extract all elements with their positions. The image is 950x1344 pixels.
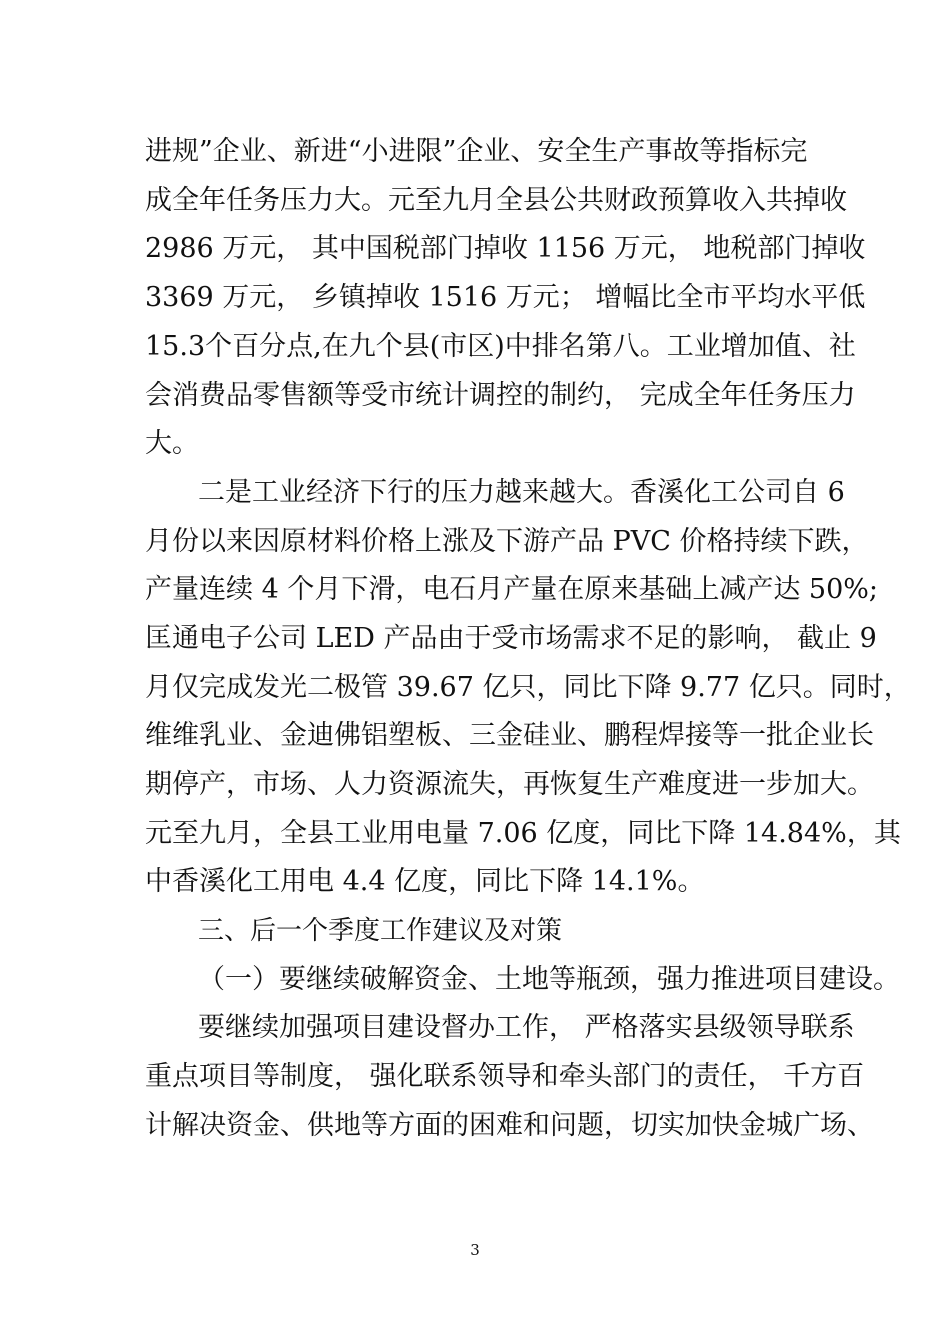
paragraph-1-line-6: 会消费品零售额等受市统计调控的制约， 完成全年任务压力	[145, 380, 856, 411]
paragraph-1-line-1: 进规”企业、新进“小进限”企业、安全生产事故等指标完	[145, 136, 808, 167]
paragraph-2-line-7: 期停产，市场、人力资源流失，再恢复生产难度进一步加大。	[145, 769, 874, 800]
paragraph-2-line-6: 维维乳业、金迪佛铝塑板、三金硅业、鹏程焊接等一批企业长	[145, 720, 874, 751]
paragraph-5-line-2: 重点项目等制度， 强化联系领导和牵头部门的责任， 千方百	[145, 1061, 865, 1092]
paragraph-5-line-1: 要继续加强项目建设督办工作， 严格落实县级领导联系	[198, 1012, 855, 1043]
page-number: 3	[470, 1241, 480, 1259]
paragraph-2-line-5: 月仅完成发光二极管 39.67 亿只，同比下降 9.77 亿只。同时，	[145, 672, 911, 703]
paragraph-2-line-2: 月份以来因原材料价格上涨及下游产品 PVC 价格持续下跌，	[145, 526, 869, 557]
paragraph-2-line-1: 二是工业经济下行的压力越来越大。香溪化工公司自 6	[198, 477, 845, 508]
paragraph-2-line-8: 元至九月，全县工业用电量 7.06 亿度，同比下降 14.84%，其	[145, 818, 901, 849]
paragraph-1-line-7: 大。	[145, 428, 199, 459]
paragraph-1-line-4: 3369 万元， 乡镇掉收 1516 万元； 增幅比全市平均水平低	[145, 282, 866, 313]
paragraph-1-line-2: 成全年任务压力大。元至九月全县公共财政预算收入共掉收	[145, 185, 847, 216]
paragraph-2-line-4: 匡通电子公司 LED 产品由于受市场需求不足的影响， 截止 9	[145, 623, 877, 654]
paragraph-2-line-3: 产量连续 4 个月下滑，电石月产量在原来基础上减产达 50%;	[145, 574, 879, 605]
paragraph-1-line-5: 15.3个百分点,在九个县(市区)中排名第八。工业增加值、社	[145, 331, 856, 362]
paragraph-5-line-3: 计解决资金、供地等方面的困难和问题，切实加快金城广场、	[145, 1110, 874, 1141]
section-heading: 三、后一个季度工作建议及对策	[198, 916, 563, 946]
paragraph-2-line-9: 中香溪化工用电 4.4 亿度，同比下降 14.1%。	[145, 866, 705, 897]
subsection-title: （一）要继续破解资金、土地等瓶颈，强力推进项目建设。	[198, 964, 900, 995]
paragraph-1-line-3: 2986 万元， 其中国税部门掉收 1156 万元， 地税部门掉收	[145, 233, 866, 264]
